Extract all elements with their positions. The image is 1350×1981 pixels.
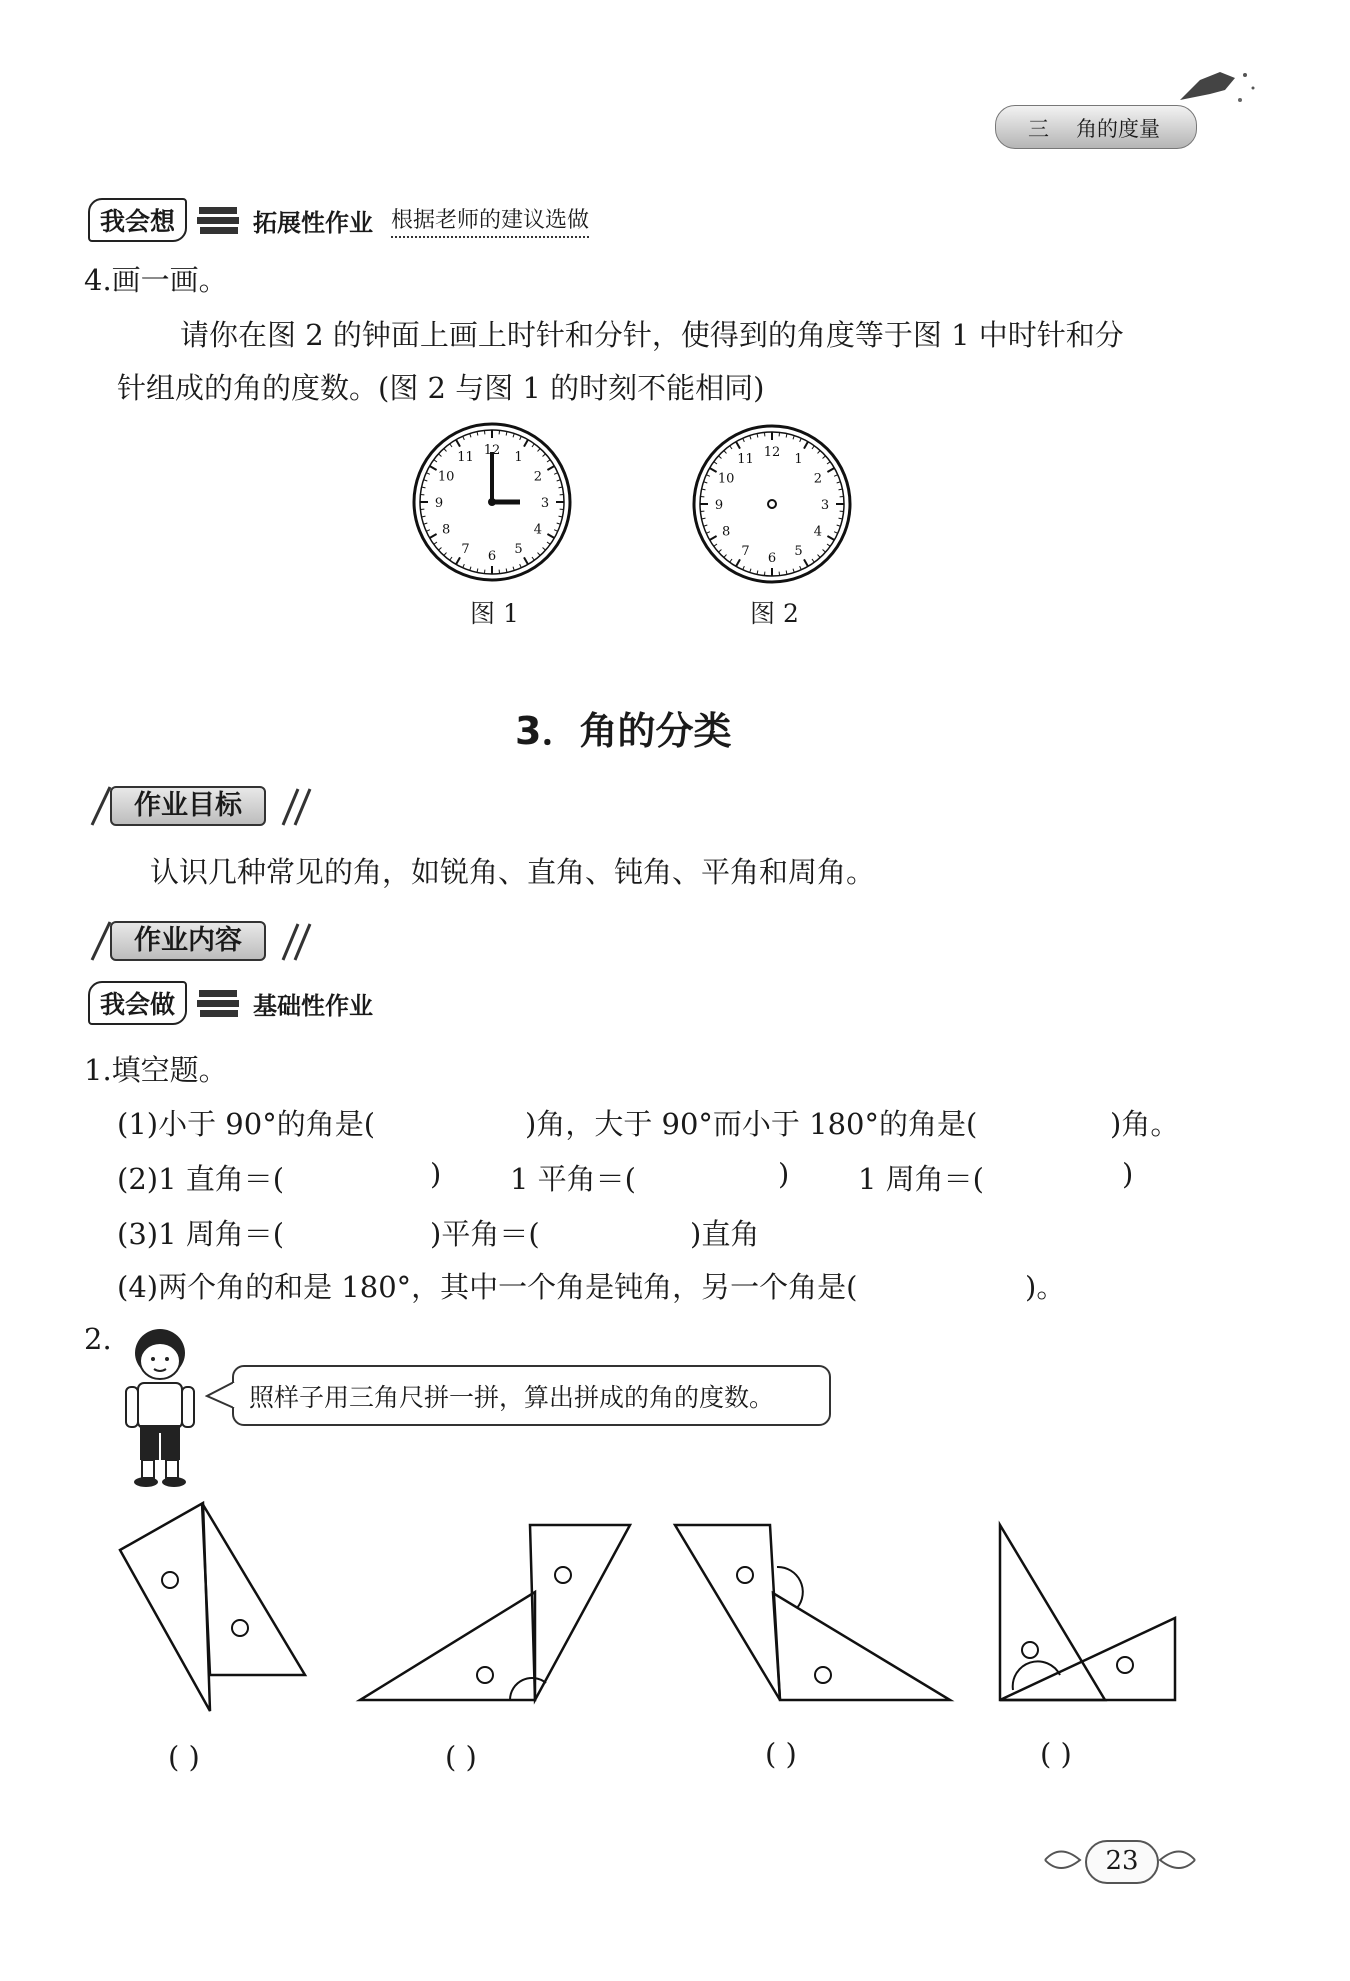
boy-character-illustration xyxy=(118,1325,203,1490)
q1-title: 1.填空题。 xyxy=(84,1053,228,1087)
clock-tick xyxy=(724,555,727,558)
q1-p3-c: )直角 xyxy=(690,1217,760,1251)
clock-tick xyxy=(718,550,721,553)
chapter-number: 三 xyxy=(1028,117,1049,141)
clock-tick xyxy=(834,475,838,477)
q4-title: 4.画一画。 xyxy=(84,263,228,297)
goal-banner xyxy=(88,783,313,827)
clock-tick xyxy=(736,559,740,566)
clock-tick xyxy=(424,480,428,481)
q2-number: 2. xyxy=(84,1322,112,1356)
clock-tick xyxy=(524,440,528,447)
clock-tick xyxy=(818,555,821,558)
clock-tick xyxy=(730,559,732,562)
clock-number: 6 xyxy=(767,551,777,566)
clock-tick xyxy=(827,536,834,540)
goal-banner-label: 作业目标 xyxy=(110,786,266,826)
q4-line2: 针组成的角的度数。(图 2 与图 1 的时刻不能相同) xyxy=(117,371,765,405)
speech-bubble-tail xyxy=(205,1380,235,1410)
clock-tick xyxy=(547,542,550,544)
figure-4 xyxy=(1000,1525,1175,1700)
answer-blank-1[interactable]: ( ) xyxy=(168,1740,200,1774)
clock-tick xyxy=(463,564,465,568)
clock-number: 2 xyxy=(533,469,543,485)
clock-tick xyxy=(524,557,528,564)
clock-tick xyxy=(736,442,740,449)
q1-p3-b: )平角＝( xyxy=(430,1217,540,1251)
clock-tick xyxy=(450,444,452,447)
clock-number: 10 xyxy=(437,469,455,485)
extension-homework-tag xyxy=(88,198,589,242)
tag-type: 拓展性作业 xyxy=(253,208,374,237)
clock-tick xyxy=(823,550,826,553)
clock-tick xyxy=(804,442,808,449)
clock-tick xyxy=(812,446,814,449)
clock-tick xyxy=(730,446,732,449)
speech-bubble xyxy=(232,1365,831,1426)
clock-number: 8 xyxy=(721,524,731,540)
set-square-figures xyxy=(110,1495,1190,1715)
clock-tick xyxy=(714,544,717,546)
clock-number: 3 xyxy=(540,496,550,511)
q1-p2-f: ) xyxy=(1122,1157,1134,1191)
tag-note: 根据老师的建议选做 xyxy=(391,203,589,238)
answer-blank-4[interactable]: ( ) xyxy=(1040,1737,1072,1771)
clock-tick xyxy=(430,466,437,470)
clock-number: 3 xyxy=(820,498,830,513)
clock-number: 12 xyxy=(483,443,501,458)
clock-tick xyxy=(818,450,821,453)
clock-tick xyxy=(426,473,430,475)
q1-p2-c: 1 平角＝( xyxy=(510,1162,636,1196)
figure-2 xyxy=(360,1525,630,1700)
clock-tick xyxy=(554,530,558,532)
clock-number: 2 xyxy=(813,471,823,487)
figure-3 xyxy=(675,1525,950,1700)
clock-tick xyxy=(434,460,437,462)
q1-p1-a: (1)小于 90°的角是( xyxy=(117,1107,376,1141)
clock-tick xyxy=(557,523,561,524)
clock-tick xyxy=(547,460,550,462)
clock-center xyxy=(488,498,496,506)
clock-number: 11 xyxy=(457,450,474,466)
clock-tick xyxy=(837,525,841,526)
clock-tick xyxy=(793,436,794,440)
clock-tick xyxy=(538,553,541,556)
answer-blank-2[interactable]: ( ) xyxy=(445,1740,477,1774)
clock-tick xyxy=(430,534,437,538)
clock-tick xyxy=(743,438,745,442)
clock-tick xyxy=(704,525,708,526)
books-icon xyxy=(195,201,243,239)
page-number: 23 xyxy=(1085,1840,1159,1884)
clock-tick xyxy=(827,468,834,472)
clock-tick xyxy=(547,466,554,470)
q4-line1: 请你在图 2 的钟面上画上时针和分针，使得到的角度等于图 1 中时针和分 xyxy=(180,318,1124,352)
chapter-title: 角的度量 xyxy=(1076,117,1160,141)
q1-p4-a: (4)两个角的和是 180°，其中一个角是钝角，另一个角是( xyxy=(117,1270,858,1304)
clock-tick xyxy=(513,434,514,438)
clock-center xyxy=(768,500,776,508)
chapter-header-tab xyxy=(995,105,1197,149)
clock-tick xyxy=(520,436,522,440)
section-title: 3．角的分类 xyxy=(515,709,732,753)
clock-tick xyxy=(718,456,721,459)
clock-number: 9 xyxy=(714,498,724,513)
clock-tick xyxy=(513,567,514,571)
fig1-caption: 图 1 xyxy=(470,599,519,628)
q1-p1-c: )角。 xyxy=(1110,1107,1180,1141)
clock-tick xyxy=(463,436,465,440)
q1-p2-e: 1 周角＝( xyxy=(858,1162,984,1196)
clock-number: 7 xyxy=(461,541,470,557)
clock-tick xyxy=(710,468,717,472)
answer-blank-3[interactable]: ( ) xyxy=(765,1737,797,1771)
q1-p2-b: ) xyxy=(430,1157,442,1191)
clock-tick xyxy=(827,462,830,464)
q1-p1-b: )角，大于 90°而小于 180°的角是( xyxy=(525,1107,978,1141)
content-banner-label: 作业内容 xyxy=(110,921,266,961)
clock-number: 5 xyxy=(514,541,523,557)
clock-number: 10 xyxy=(717,471,735,487)
clock-tick xyxy=(538,448,541,451)
clock-tick xyxy=(470,434,471,438)
fig2-caption: 图 2 xyxy=(750,599,799,628)
clock-tick xyxy=(823,456,826,459)
clock-tick xyxy=(800,438,802,442)
clock-number: 9 xyxy=(434,496,444,511)
books-icon xyxy=(195,984,243,1022)
goal-text: 认识几种常见的角，如锐角、直角、钝角、平角和周角。 xyxy=(150,855,876,889)
clock-number: 11 xyxy=(737,452,754,468)
clock-figure-1 xyxy=(410,420,575,585)
clock-tick xyxy=(543,548,546,551)
clock-number: 7 xyxy=(741,543,750,559)
clock-tick xyxy=(743,566,745,570)
clock-number: 8 xyxy=(441,522,451,538)
clock-tick xyxy=(444,448,447,451)
q1-p4-b: )。 xyxy=(1025,1270,1066,1304)
clock-figure-2[interactable] xyxy=(690,422,855,587)
clock-tick xyxy=(426,530,430,532)
clock-tick xyxy=(434,542,437,544)
clock-number: 5 xyxy=(794,543,803,559)
clock-tick xyxy=(704,482,708,483)
tag-type: 基础性作业 xyxy=(253,991,374,1020)
clock-tick xyxy=(827,544,830,546)
clock-tick xyxy=(706,532,710,534)
tag-label: 我会做 xyxy=(88,981,187,1025)
clock-number: 6 xyxy=(487,549,497,564)
tag-label: 我会想 xyxy=(88,198,187,242)
clock-tick xyxy=(438,548,441,551)
clock-tick xyxy=(456,557,460,564)
clock-number: 4 xyxy=(813,524,823,540)
clock-tick xyxy=(812,559,814,562)
clock-tick xyxy=(837,482,841,483)
clock-tick xyxy=(547,534,554,538)
q1-p3-a: (3)1 周角＝( xyxy=(117,1217,285,1251)
clock-tick xyxy=(557,480,561,481)
clock-tick xyxy=(424,523,428,524)
clock-tick xyxy=(724,450,727,453)
clock-tick xyxy=(834,532,838,534)
clock-tick xyxy=(804,559,808,566)
clock-tick xyxy=(793,569,794,573)
clock-tick xyxy=(450,557,452,560)
clock-tick xyxy=(750,569,751,573)
clock-number: 1 xyxy=(794,452,803,468)
q1-p2-d: ) xyxy=(778,1157,790,1191)
clock-number: 12 xyxy=(763,445,781,460)
clock-tick xyxy=(532,444,534,447)
clock-number: 4 xyxy=(533,522,543,538)
clock-tick xyxy=(456,440,460,447)
clock-tick xyxy=(543,454,546,457)
clock-tick xyxy=(532,557,534,560)
content-banner xyxy=(88,918,313,962)
clock-tick xyxy=(714,462,717,464)
figure-1 xyxy=(120,1503,305,1711)
clock-tick xyxy=(750,436,751,440)
speech-text: 照样子用三角尺拼一拼，算出拼成的角的度数。 xyxy=(249,1383,775,1412)
clock-tick xyxy=(710,536,717,540)
clock-tick xyxy=(800,566,802,570)
clock-number: 1 xyxy=(514,450,523,466)
clock-tick xyxy=(470,567,471,571)
clock-tick xyxy=(438,454,441,457)
basic-homework-tag xyxy=(88,981,373,1025)
q1-p2-a: (2)1 直角＝( xyxy=(117,1162,285,1196)
clock-tick xyxy=(554,473,558,475)
clock-tick xyxy=(706,475,710,477)
clock-tick xyxy=(444,553,447,556)
ink-splash-decoration xyxy=(1175,60,1265,120)
clock-tick xyxy=(520,564,522,568)
